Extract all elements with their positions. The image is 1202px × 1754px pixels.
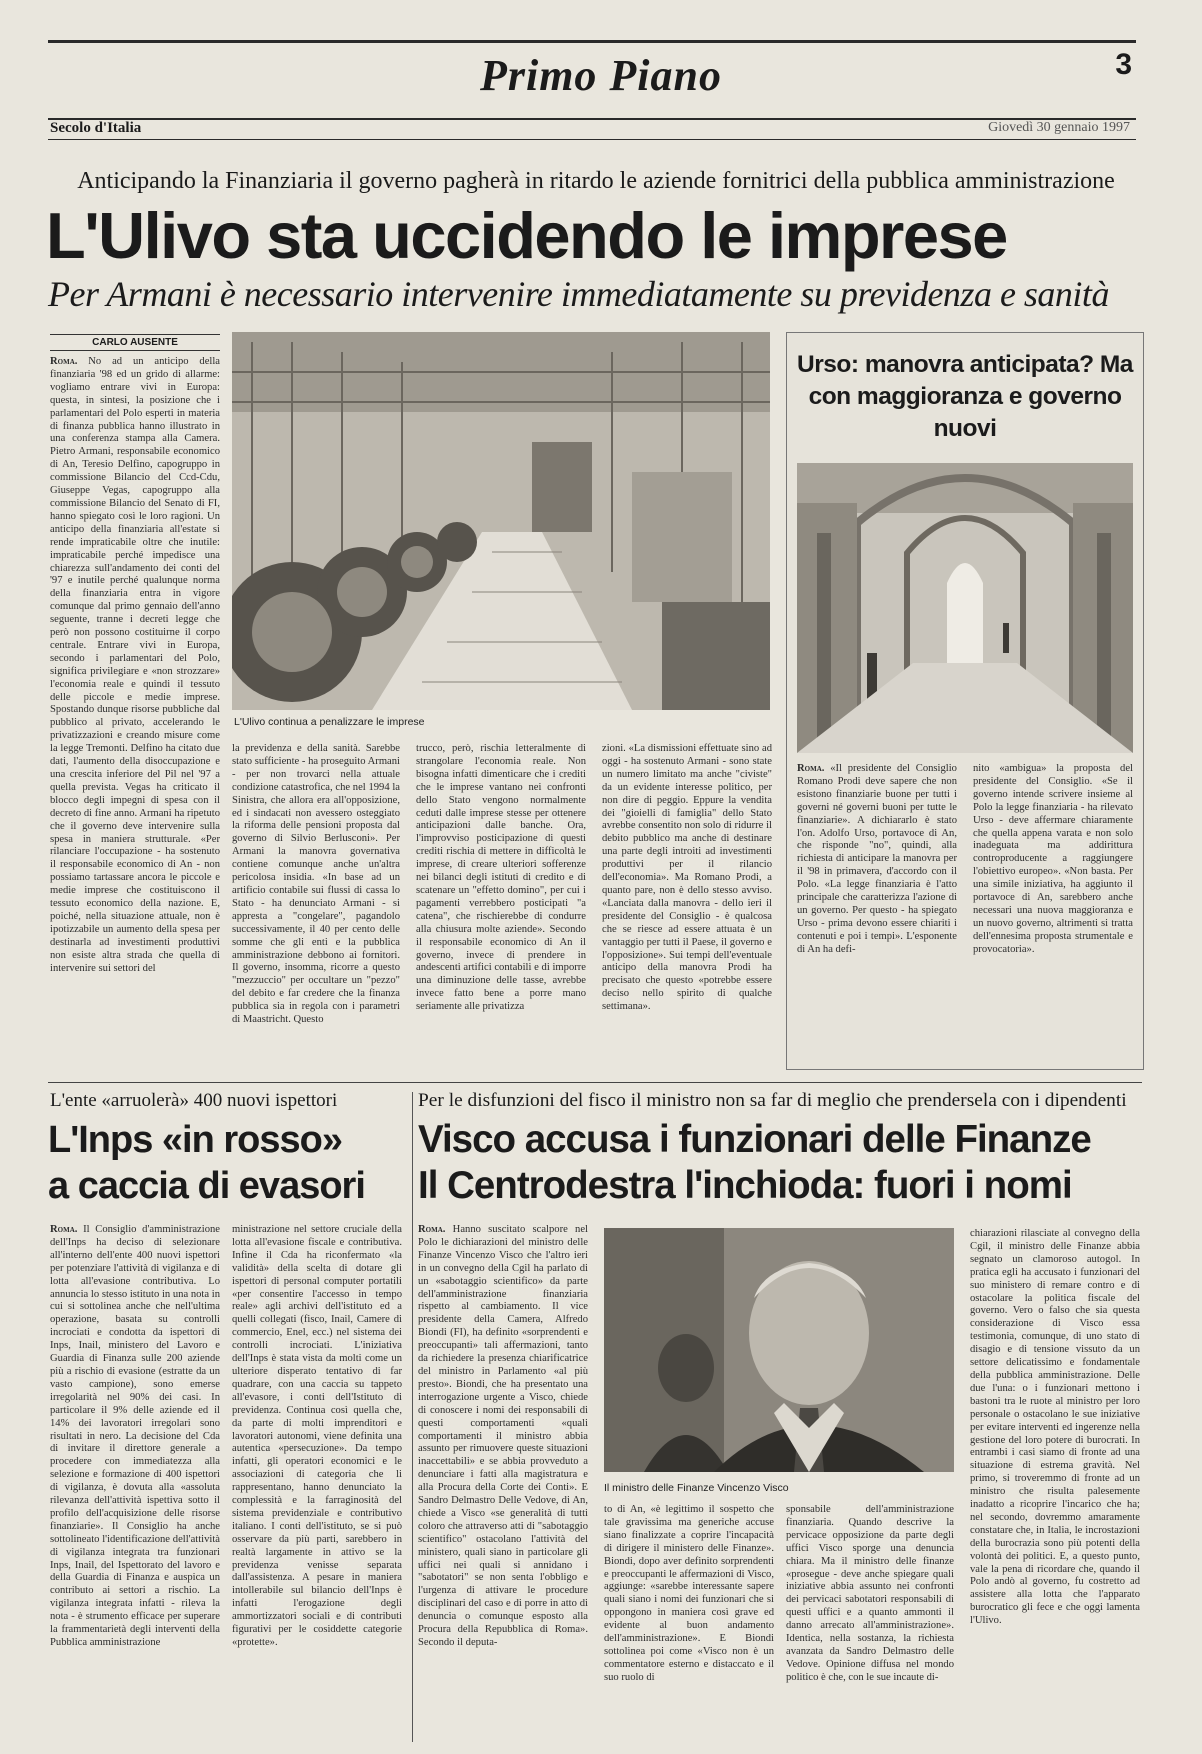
main-column-2: la previdenza e della sanità. Sarebbe stato sufficiente - ha proseguito Armani - per non trovarci nella attuale condizione catastrofica, che nel 1994 la Sinistra, che allora era all'opposizione, ed i sindacati non avessero osteggiato la riforma delle pensioni proposta dal governo di Silvio Berlusconi». Per Armani la manovra governativa contiene comunque anche un'altra pericolosa insidia. «In base ad un artificio contabile sui flussi di cassa lo Stato - ha denunciato Armani - si appresta a "congelare", pagandolo successivamente, il 40 per cento delle somme che gli enti e la pubblica amministrazione debbono ai fornitori. Il governo, insomma, ricorre a questo "mezzuccio" per occultare un "pezzo" del debito e far credere che la finanza pubblica sia in regola con i parametri di Maastricht. Questo — [232, 743, 400, 1026]
page-number: 3 — [1115, 48, 1132, 81]
column-rule — [412, 1092, 413, 1742]
main-photo-caption: L'Ulivo continua a penalizzare le imprese — [234, 716, 425, 728]
visco-photo — [604, 1228, 954, 1472]
byline: CARLO AUSENTE — [50, 334, 220, 351]
paper-name: Secolo d'Italia — [50, 120, 142, 136]
sidebar-column-1-text: «Il presidente del Consiglio Romano Prodi deve sapere che non esistono finanziarie buone per tutti i governi né governi buoni per tutte le finanziarie». A dichiararlo è stato l'on. Adolfo Urso, portavoce di An, che risponde "no", quindi, alla richiesta di anticipare la manovra per il '98 in primavera, d'accordo con il Polo. «La legge finanziaria è l'atto principale che caratterizza l'azione di un governo. Per questo - ha spiegato Urso - prima devono essere chiariti i contenuti e poi i tempi». L'esponente di An ha defi- — [797, 763, 957, 955]
main-headline: L'Ulivo sta uccidendo le imprese — [46, 199, 1007, 272]
visco-photo-caption: Il ministro delle Finanze Vincenzo Visco — [604, 1482, 789, 1494]
sidebar-title: Urso: manovra anticipata? Ma con maggioranza e governo nuovi — [797, 351, 1133, 442]
sidebar-box — [786, 332, 1144, 1070]
visco-column-1-text: Hanno suscitato scalpore nel Polo le dichiarazioni del ministro delle Finanze Vincenzo Visco che l'altro ieri in un convegno della Cgil ha parlato di un «sabotaggio scientifico» da parte dell'amministrazione finanziaria rispetto al cambiamento. Il vice presidente della Camera, Alfredo Biondi (FI), ha definito «sorprendenti e preoccupanti» tali affermazioni, tanto da richiedere la presenza chiarificatrice del ministro in Parlamento «al più presto». Biondi, che ha presentato una interrogazione urgente a Visco, chiede di conoscere i nomi dei responsabili di questi comportamenti «quali comportamenti il ministro abbia assunto per rimuovere queste situazioni inaccettabili» e se abbia provveduto a denunciare i fatti alla magistratura e alla Procura della Corte dei Conti». E Sandro Delmastro Delle Vedove, di An, chiede a Visco «se generalità di tutti coloro che attraverso atti di "sabotaggio scientifico" ostacolano l'attività del ministero, quali siano in particolare gli uffici nei quali si annidano i "sabotatori" se non senta l'obbligo e l'urgenza di attivare le procedure disciplinari del caso e di porre in atto di denuncia o comunque esposto alla Procura della Repubblica di Roma». Secondo il deputa- — [418, 1224, 588, 1648]
inps-headline-line-1: L'Inps «in rosso» — [48, 1119, 342, 1161]
issue-date: Giovedì 30 gennaio 1997 — [988, 120, 1130, 135]
section-divider — [48, 1082, 1142, 1083]
sidebar-column-1 — [797, 763, 957, 1059]
masthead-rule — [48, 118, 1136, 120]
visco-column-4: chiarazioni rilasciate al convegno della Cgil, il ministro delle Finanze abbia segnato un clamoroso autogol. In pratica egli ha accusato i funzionari del suo ministero di remare contro e di ostacolare la politica fiscale del governo. Vero o falso che sia questa considerazione di Visco essa testimonia, comunque, di uno stato di disagio e di tensione vissuto da un settore delicatissimo e fondamentale della pubblica amministrazione. Delle due l'una: o i funzionari mettono i bastoni tra le ruote al ministro per loro personale o ostacolano le sue iniziative per evitare interventi ed ingerenze nella gestione del loro potere di burocrati. In entrambi i casi siamo di fronte ad una situazione di estrema gravità. Nel primo, si troveremmo di fronte ad un ministro che risulta palesemente inadatto a ricoprire l'incarico che ha; nel secondo, dovremmo amaramente constatare che, in Italia, le incrostazioni della burocrazia sono più potenti della volontà dei politici. E, a questo punto, vale la pena di ricordare che, quando il Polo andò al governo, fu costretto ad assistere alla lotta che l'apparato burocratico gli fece e che oggi lamenta l'Ulivo. — [970, 1228, 1140, 1627]
visco-headline-line-2: Il Centrodestra l'inchioda: fuori i nomi — [418, 1164, 1072, 1207]
factory-photo-drawing — [232, 332, 770, 710]
inps-column-1-text: Il Consiglio d'amministrazione dell'Inps ha deciso di selezionare all'interno dell'ente 400 nuovi ispettori per potenziare l'attività di vigilanza e di lotta all'evasione contributiva. Lo annuncia lo stesso istituto in una nota in cui si sottolinea anche che nell'ultima operazione, basata su controlli incrociati e condotta da ispettori di Inps, Inail, ministero del Lavoro e Guardia di Finanza sulle 200 aziende più a rischio di evasione (estratte da un vasto campione), sono emerse irregolarità nel 90% dei casi. In particolare il 9% delle aziende ed il 14% dei lavoratori irregolari sono risultati in nero. La decisione del Cda di invitare il direttore generale a procedere con immediatezza alla selezione e formazione di 400 ispettori di vigilanza, è dovuta alla «assoluta rilevanza dell'attività ispettiva sotto il profilo dell'acquisizione delle risorse finanziarie». Il Consiglio ha anche sottolineato l'identificazione dell'attività di vigilanza integrata tra funzionari Inps, Inail, del Ispettorato del lavoro e della Guardia di Finanza e auspica un contributo ai settori a rischio. La vigilanza integrata infatti - rileva la nota - è strumento efficace per superare la frammentarietà degli interventi della Pubblica amministrazione — [50, 1224, 220, 1648]
masthead-rule-lower — [48, 139, 1136, 140]
visco-column-3: sponsabile dell'amministrazione finanziaria. Quando descrive la pervicace opposizione da parte degli uffici Visco sporge una denuncia chiara. Ma il ministro delle finanze «prosegue - deve anche spiegare quali iniziative abbia assunto nei confronti dei pervicaci sabotatori responsabili di questi uffici e a quanto ammonti il danno arrecato all'amministrazione». Identica, nella sostanza, la richiesta avanzata da Sandro Delmastro delle Vedove. Opinione diffusa nel mondo politico è che, con le sue incaute di- — [786, 1504, 954, 1683]
visco-kicker: Per le disfunzioni del fisco il ministro non sa far di meglio che prendersela con i dipendenti — [418, 1090, 1127, 1111]
section-title: Primo Piano — [479, 51, 723, 100]
arcade-photo-drawing — [797, 463, 1133, 753]
inps-dateline: Roma. — [50, 1224, 78, 1235]
top-rule — [48, 40, 1136, 43]
main-column-3: trucco, però, rischia letteralmente di strangolare l'economia reale. Non bisogna infatti dimenticare che i crediti che le imprese vantano nei confronti dello Stato vengono normalmente ceduti dalle imprese stesse per ottenere anticipazioni dalle banche. Ora, l'improvviso posticipazione di questi crediti rischia di mettere in difficoltà le imprese, di creare ulteriori sofferenze nei bilanci degli istituti di credito e di scatenare un "effetto domino", per cui i pagamenti verrebbero posticipati "a catena", che rischierebbe di condurre alla chiusura molte aziende». Secondo il responsabile economico di An il governo, invece di prendere in andescenti artifici contabili e di imporre una diminuzione delle tasse, avrebbe invece fatto bene a porre mano seriamente alle privatizza — [416, 743, 586, 1013]
dateline: Roma. — [50, 356, 78, 367]
inps-headline-line-2: a caccia di evasori — [48, 1165, 365, 1207]
inps-kicker: L'ente «arruolerà» 400 nuovi ispettori — [50, 1090, 338, 1111]
inps-column-2: ministrazione nel settore cruciale della lotta all'evasione fiscale e contributiva. Infine il Cda ha riconfermato «la validità» della scelta di dotare gli ispettori di personal computer portatili «per consentire l'accesso in tempo reale» agli archivi dell'istituto ed a quelli collegati (fisco, Inail, Camere di commercio, Enel, ecc.) nel sistema dei controlli incrociati. L'iniziativa dell'Inps è stata vista da molti come un ulteriore disperato tentativo di far quadrare, con una caccia su tappeto all'evasore, i conti dell'Istituto di previdenza. Continua così quella che, da parte di molti imprenditori e lavoratori autonomi, viene definita una autentica «persecuzione». Da tempo infatti, gli operatori economici e le associazioni di categoria che li rappresentano, hanno denunciato la complessità e la farraginosità del sistema previdenziale e contributivo italiano. I conti dell'istituto, se si può osservare da più parti, sarebbero in realtà largamente in attivo se la previdenza venisse separata dall'assistenza. A pesare in maniera intollerabile sul bilancio dell'Inps è infatti l'erogazione degli ammortizzatori sociali e di contributi figurativi per le cosiddette categorie «protette». — [232, 1224, 402, 1648]
inps-column-1 — [50, 1224, 220, 1744]
visco-column-1 — [418, 1224, 588, 1744]
main-subhead: Per Armani è necessario intervenire immediatamente su previdenza e sanità — [48, 274, 1109, 314]
arcade-photo — [797, 463, 1133, 753]
visco-photo-drawing — [604, 1228, 954, 1472]
factory-photo — [232, 332, 770, 710]
visco-column-2: to di An, «è legittimo il sospetto che tale gravissima ma generiche accuse siano finalizzate a coprire l'incapacità di dirigere il ministero delle Finanze». Biondi, dopo aver definito sorprendenti e preoccupanti le affermazioni di Visco, aggiunge: «sarebbe interessante sapere quali siano i nomi dei funzionari che si oppongono in maniera così grave ed evidente al buon andamento dell'amministrazione». E Biondi sottolinea poi come «Visco non è un commentatore esterno e distaccato e il suo ruolo di — [604, 1504, 774, 1683]
sidebar-column-2: nito «ambigua» la proposta del presidente del Consiglio. «Se il governo intende scrivere insieme al Polo la legge finanziaria - ha rilevato Urso - deve affermare chiaramente che quella appena varata e non solo inadeguata ma addirittura controproducente a raggiungere l'obiettivo europeo». «Non basta. Per una simile iniziativa, ha aggiunto il portavoce di An, sarebbero anche necessari una nuova maggioranza e un nuovo governo, altrimenti si tratta dell'ennesima proposta strumentale e provocatoria». — [973, 763, 1133, 955]
sidebar-dateline: Roma. — [797, 763, 825, 774]
main-column-4: zioni. «La dismissioni effettuate sino ad oggi - ha sostenuto Armani - sono state un numero limitato ma anche "civiste" da un evidente interesse politico, per non dire di peggio. Eppure la vendita dei "gioielli di famiglia" dello Stato avrebbe consentito non solo di ridurre il debito pubblico ma anche di destinare una parte degli introiti ad investimenti produttivi per il rilancio dell'economia». Ma Romano Prodi, a quanto pare, non è dello stesso avviso. «Lanciata dalla manovra - dello ieri il presidente del Consiglio - è qualcosa che se riesce ad essere attuata è un vantaggio per tutti il Paese, il governo e l'opposizione». Sui tempi dell'eventuale anticipo della manovra Prodi ha precisato che questo «potrebbe essere deciso nello spirito di qualche settimana». — [602, 743, 772, 1013]
main-column-1 — [50, 356, 220, 1062]
visco-dateline: Roma. — [418, 1224, 446, 1235]
main-column-1-text: No ad un anticipo della finanziaria '98 ed un grido di allarme: vogliamo entrare vivi in Europa: questa, in sintesi, la posizione che i parlamentari del Polo esperti in materia di finanza pubblica hanno illustrato in una conferenza stampa alla Camera. Pietro Armani, responsabile economico di An, Teresio Delfino, capogruppo in commissione Bilancio del Ccd-Cdu, Giuseppe Vegas, capogruppo alla commissione Bilancio del Senato di FI, hanno spiegato così le loro ragioni. Un anticipo della finanziaria all'estate si rende impraticabile oltre che inutile: impraticabile perché impedisce una chiarezza sull'andamento dei conti del '97 e inutile perché qualunque norma della finanziaria entra in vigore comunque dal primo gennaio dell'anno seguente, tranne i decreti legge che però non possono costituirne il corpo centrale. Entrare vivi in Europa, secondo i parlamentari del Polo, significa privilegiare e «non strozzare» l'economia reale e quindi il tessuto delle piccole e medie imprese. Spostando dunque risorse pubbliche dal pubblico al privato, accelerando le privatizzazioni e creando misure come la legge Tremonti. Delfino ha citato due dati, l'aumento della disoccupazione e una crescita inferiore del Pil nel '97 a quella prevista. Vegas ha criticato il blocco degli impegni di spesa con il decreto di fine anno. Armani ha ripetuto che il governo deve intervenire sulla spesa in maniera strutturale. «Per rilanciare l'occupazione - ha sostenuto il responsabile economico di An - non possiamo tartassare ancora le piccole e medie imprese che costituiscono il tessuto economico della nazione. E, poiché, nella situazione attuale, non è ipotizzabile un aumento della spesa per destinarla ad investimenti produttivi non esiste altra strada che quella di intervenire sui settori del — [50, 356, 220, 974]
visco-headline-line-1: Visco accusa i funzionari delle Finanze — [418, 1118, 1091, 1161]
main-kicker: Anticipando la Finanziaria il governo pagherà in ritardo le aziende fornitrici della pubblica amministrazione — [77, 168, 1115, 194]
